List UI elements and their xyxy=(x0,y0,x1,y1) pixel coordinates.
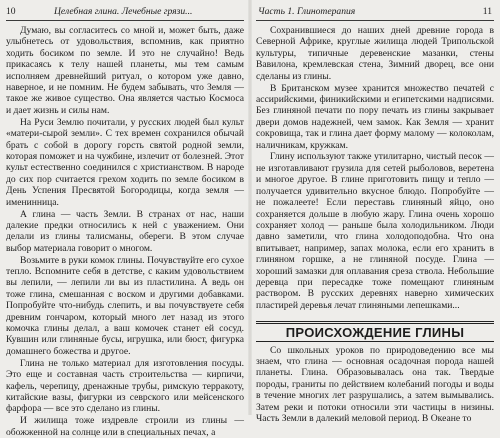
paragraph: Думаю, вы согласитесь со мной и, может быть, даже улыбнетесь от удовольствия, вспомнив, как приятно ходить босиком по земле. И это не случайно! Ведь прикасаясь к телу нашей планеты, мы тем самым исполняем древнейший ритуал, о котором уже давно, наверное, и не помним. Не будем забывать, что Земля — такое же живое существо. Она является частью Космоса и дает жизнь и силы нам. xyxy=(6,25,244,116)
running-head: Целебная глина. Лечебные грязи... xyxy=(54,6,193,17)
right-page-header xyxy=(256,6,494,21)
right-page xyxy=(256,0,494,424)
paragraph: Глина не только материал для изготовления посуды. Это еще и составная часть строительства — кирпичи, кафель, черепицу, дренажные трубы, римскую терракоту, китайские вазы, фигурки из севрского или мейсенского фарфора — все это сделано из глины. xyxy=(6,357,244,415)
paragraph: Сохранившиеся до наших дней древние города в Северной Африке, круглые жилища людей Трипольской культуры, типичные деревенские мазанки, стены Вавилона, кремлевская стена, Зимний дворец, все они сделаны из глины. xyxy=(256,25,494,82)
paragraph: Глину используют также утилитарно, чистый песок — не изготавливают грузила для сетей рыболовов, веретена и многое другое. В глине приготовить пищу и тепло — получается удивительно вкусное блюдо. Попробуйте — не пожалеете! Если переставь глиняный яйцо, оно сохраняется дольше в любую жару. Глина очень хорошо сохраняет холод — раньше была холодильником. Люди давно заметили, что глина холодоподобна. Что она впитывает, например, запах молока, если его хранить в глиняном горшке, а не глиняной посуде. Глина — хороший замазки для оплавания среза ствола. Небольшие деревца при пересадке тоже помещают глиняным раствором. В русских деревнях наверно химических пластирей деревья лечат глиняными лепешками... xyxy=(256,151,494,311)
paragraph: Со школьных уроков по природоведению все мы знаем, что глина — основная осадочная порода нашей планеты. Глина. Образовывалась она так. Твердые породы, граниты по действием колебаний погоды и воды в течение многих лет разрушались, а затем вымывались. Затем реки и потоки относили эти частицы в низины. Часть Земли в далекий меловой период. В Океане то xyxy=(256,344,494,424)
right-page-body xyxy=(256,25,494,424)
running-head: Часть 1. Глинотерапия xyxy=(258,6,356,17)
section-heading: ПРОИСХОЖДЕНИЕ ГЛИНЫ xyxy=(256,321,494,341)
book-gutter xyxy=(248,0,252,415)
paragraph: В Британском музее хранится множество печатей с ассирийскими, финикийскими и египетскими надписями. Без глиняной печати по пору печать из глины закрывает двери домов надежней, чем замок. Как Земля — хранит сокровища, так и глина дает форму малому — колоколам, наличникам, кружкам. xyxy=(256,82,494,151)
paragraph: А глина — часть Земли. В странах от нас, наши далекие предки относились к ней с уважением. Они делали из глины талисманы, обереги. В этом случае выбор материала говорит о многом. xyxy=(6,208,244,254)
paragraph: Возьмите в руки комок глины. Почувствуйте его сухое тепло. Вспомните себя в детстве, с каким удовольствием вы лепили, — лепили ли вы из пластилина. А ведь он тоже глина, смешанная с воском и другими добавками. Попробуйте что-нибудь слепить, и вы почувствуете себя древним гончаром, который много лет назад из этого комочка глины делал, а ваш комочек станет ей сосуд. Кувшин или глиняные бусы, игрушка, или бюст, фигурка домашнего божества и другое. xyxy=(6,254,244,357)
paragraph: На Руси Землю почитали, у русских людей был культ «матери-сырой земли». С тех времен сохранился обычай брать с собой в дорогу горсть святой родной земли, которая поможет и на чужбине, излечит от болезней. Этот культ естественно соединился с христианством. В народе до сих пор считается грехом ходить по земле босиком в День Успения Пресвятой Богородицы, когда земля — именинница. xyxy=(6,116,244,208)
paragraph: И жилища тоже издревле строили из глины — обожженной на солнце или в специальных печах, а xyxy=(6,415,244,438)
page-number: 10 xyxy=(6,6,16,17)
left-page xyxy=(6,0,244,438)
page-number: 11 xyxy=(482,6,492,17)
left-page-body xyxy=(6,25,244,438)
left-page-header xyxy=(6,6,244,21)
